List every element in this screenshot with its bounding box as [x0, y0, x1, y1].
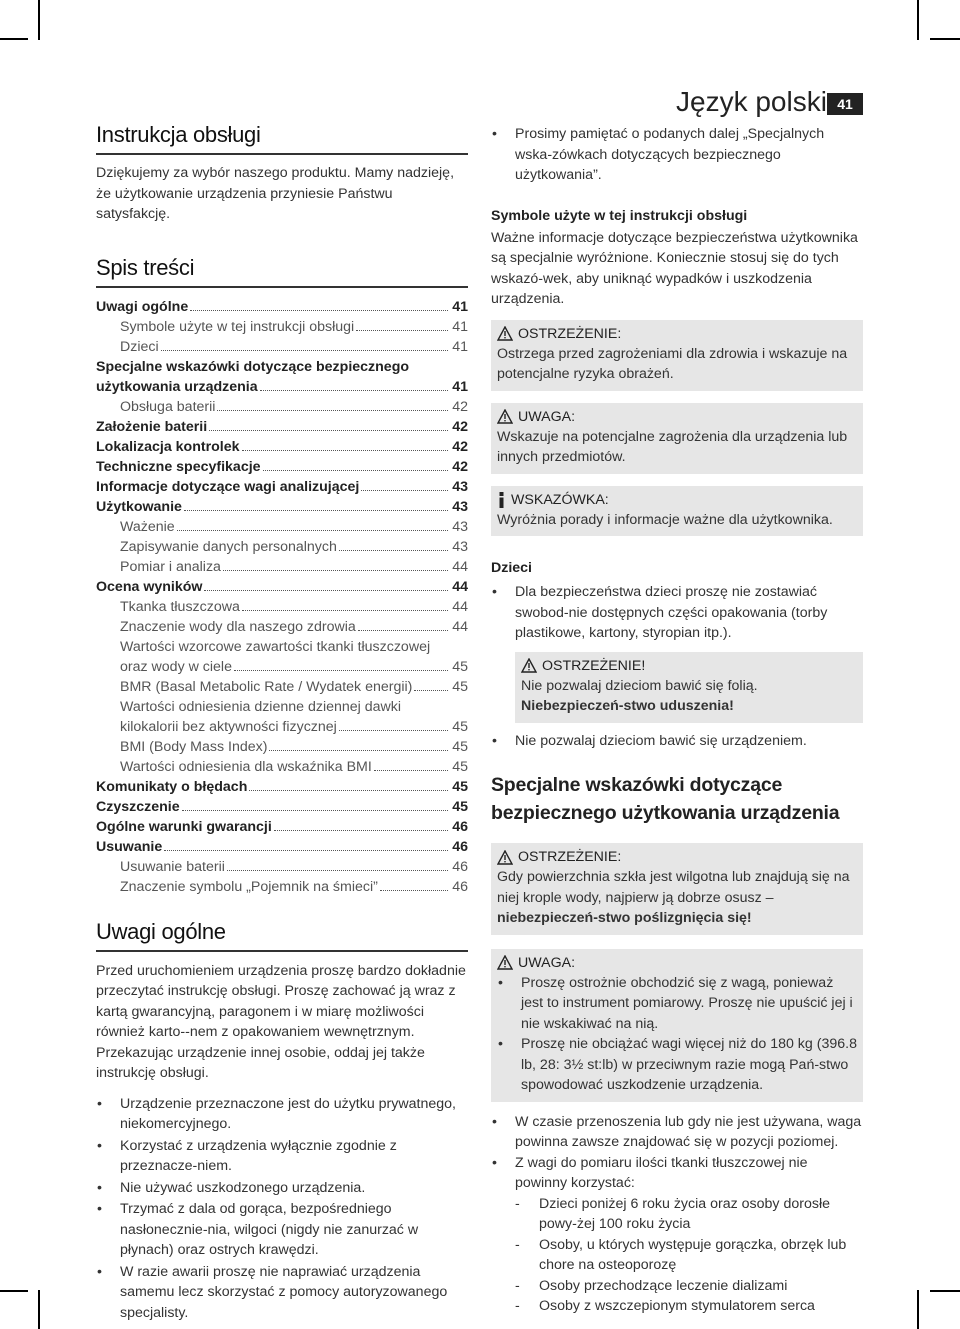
scale-caution-bullets: [497, 973, 857, 1096]
toc-leader-dots: [339, 729, 448, 731]
toc-leader-dots: [161, 349, 448, 351]
toc-leader-dots: [356, 329, 448, 331]
box-title-text: UWAGA:: [518, 408, 576, 425]
toc-heading: Spis treści: [96, 255, 468, 288]
toc-entry: [96, 697, 468, 717]
toc-leader-dots: [177, 529, 448, 531]
toc-entry-title: Usuwanie baterii: [120, 858, 225, 875]
toc-page-number: 42: [452, 458, 468, 475]
page-language-title: Język polski: [676, 86, 827, 117]
toc-page-number: 43: [452, 518, 468, 535]
crop-mark: [0, 38, 28, 40]
list-item: - Osoby przechodzące leczenie dializami: [515, 1276, 863, 1297]
symbols-heading: Symbole użyte w tej instrukcji obsługi: [491, 207, 748, 224]
toc-leader-dots: [249, 789, 448, 791]
list-item: - Dzieci poniżej 6 roku życia oraz osoby dorosłe powy-żej 100 roku życia: [515, 1194, 863, 1235]
toc-page-number: 46: [452, 858, 468, 875]
toc-entry: [96, 397, 468, 417]
toc-entry: [96, 577, 468, 597]
toc-page-number: 42: [452, 438, 468, 455]
toc-leader-dots: [242, 449, 448, 451]
toc-entry-title: Symbole użyte w tej instrukcji obsługi: [120, 318, 355, 335]
toc-entry-title: BMR (Basal Metabolic Rate / Wydatek energii): [120, 678, 413, 695]
warning-box-title: [497, 324, 857, 344]
toc-entry: [96, 677, 468, 697]
scale-caution-box: [491, 949, 863, 1102]
toc-entry-title: kilokalorii bez aktywności fizycznej: [120, 718, 337, 735]
box-text-bold: Niebezpieczeń-stwo uduszenia!: [521, 698, 734, 714]
toc-page-number: 45: [452, 778, 468, 795]
toc-entry: [96, 877, 468, 897]
toc-leader-dots: [223, 569, 448, 571]
toc-entry: [96, 657, 468, 677]
special-safety-heading: Specjalne wskazówki dotyczące bezpiecznego użytkowania urządzenia: [491, 774, 840, 824]
list-item: • Proszę ostrożnie obchodzić się z wagą, ponieważ jest to instrument pomiarowy. Proszę nie upuścić jej i nie wskakiwać na nią.: [497, 973, 857, 1035]
uwagi-body: Przed uruchomieniem urządzenia proszę bardzo dokładnie przeczytać instrukcję obsługi. Proszę zachować ją wraz z kartą gwarancyjną, paragonem i w miarę możliwości również karto--nem z opakowaniem wewnętrznym. Przekazując urządzenie innej osobie, oddaj jej także instrukcję obsługi.: [96, 962, 466, 1081]
toc-entry: [96, 617, 468, 637]
toc-page-number: 46: [452, 838, 468, 855]
toc-entry-title: Pomiar i analiza: [120, 558, 221, 575]
toc-entry-title: Obsługa baterii: [120, 398, 216, 415]
warning-triangle-icon: [497, 955, 513, 970]
toc-entry: [96, 737, 468, 757]
toc-page-number: 45: [452, 758, 468, 775]
toc-page-number: 42: [452, 418, 468, 435]
toc-leader-dots: [380, 889, 448, 891]
toc-entry: [96, 357, 468, 377]
list-item: • Proszę nie obciążać wagi więcej niż do 180 kg (396.8 lb, 28: 3½ st:lb) w przeciwnym razie mogą Pań-stwo spowodować uszkodzenie urządzenia.: [497, 1034, 857, 1096]
box-title-text: OSTRZEŻENIE!: [542, 657, 646, 674]
toc-leader-dots: [414, 689, 448, 691]
crop-mark: [917, 1290, 919, 1329]
toc-entry-title: Czyszczenie: [96, 798, 180, 815]
toc-leader-dots: [361, 489, 448, 491]
list-item: - Osoby z wszczepionym stymulatorem serca: [515, 1296, 863, 1317]
toc-entry-title: Ogólne warunki gwarancji: [96, 818, 272, 835]
children-warning-box: [515, 652, 863, 723]
warning-triangle-icon: [497, 850, 513, 865]
list-item: • Trzymać z dala od gorąca, bezpośredniego nasłonecznie-nia, wilgoci (nigdy nie zanurzać w płynach) oraz ostrych krawędzi.: [96, 1199, 468, 1261]
toc-entry: [96, 517, 468, 537]
toc-entry: [96, 837, 468, 857]
scale-caution-title: [497, 953, 857, 973]
toc-page-number: 45: [452, 658, 468, 675]
list-item: • W czasie przenoszenia lub gdy nie jest używana, waga powinna zawsze znajdować się w pozycji poziomej.: [491, 1112, 863, 1153]
toc-page-number: 44: [452, 618, 468, 635]
toc-page-number: 43: [452, 538, 468, 555]
toc-entry: [96, 417, 468, 437]
toc-leader-dots: [204, 589, 448, 591]
toc-page-number: 41: [452, 378, 468, 395]
toc-page-number: 45: [452, 738, 468, 755]
dzieci-bullets-2: [491, 731, 863, 752]
crop-mark: [38, 1290, 40, 1329]
list-item: • Nie używać uszkodzonego urządzenia.: [96, 1178, 468, 1199]
table-of-contents: [96, 297, 468, 897]
toc-leader-dots: [263, 469, 448, 471]
toc-page-number: 41: [452, 338, 468, 355]
toc-leader-dots: [182, 809, 448, 811]
instrukcja-heading: Instrukcja obsługi: [96, 122, 468, 155]
toc-leader-dots: [190, 309, 448, 311]
slip-warning-box: [491, 843, 863, 935]
list-item: • W razie awarii proszę nie naprawiać urządzenia samemu lecz skorzystać z pomocy autoryzowanego specjalisty.: [96, 1262, 468, 1324]
box-text-normal: Nie pozwalaj dzieciom bawić się folią.: [521, 677, 758, 694]
toc-entry-title: użytkowania urządzenia: [96, 378, 258, 395]
toc-entry-title: Usuwanie: [96, 838, 163, 855]
final-bullets: [491, 1112, 863, 1194]
toc-entry-title: Informacje dotyczące wagi analizującej: [96, 478, 360, 495]
toc-leader-dots: [260, 389, 448, 391]
toc-entry: [96, 377, 468, 397]
list-item: • Korzystać z urządzenia wyłącznie zgodnie z przeznacze-niem.: [96, 1136, 468, 1177]
toc-page-number: 45: [452, 678, 468, 695]
toc-leader-dots: [339, 549, 448, 551]
toc-entry-title: Ocena wyników: [96, 578, 203, 595]
toc-entry-title: oraz wody w ciele: [120, 658, 232, 675]
toc-leader-dots: [269, 749, 448, 751]
box-text-normal: Gdy powierzchnia szkła jest wilgotna lub znajdują się na niej krople wody, najpierw ją dobrze osusz –: [497, 869, 850, 906]
box-text: Wskazuje na potencjalne zagrożenia dla urządzenia lub innych przedmiotów.: [497, 428, 848, 465]
toc-page-number: 41: [452, 318, 468, 335]
symbols-body: Ważne informacje dotyczące bezpieczeństwa użytkownika są specjalnie wyróżnione. Koniecznie stosuj się do tych wskazó-wek, aby uniknąć wypadków i uszkodzenia urządzenia.: [491, 229, 858, 307]
toc-leader-dots: [242, 609, 448, 611]
toc-entry-title: Założenie baterii: [96, 418, 208, 435]
list-item: • Nie pozwalaj dzieciom bawić się urządzeniem.: [491, 731, 863, 752]
box-text: Ostrzega przed zagrożeniami dla zdrowia i wskazuje na potencjalne ryzyka obrażeń.: [497, 345, 848, 382]
toc-page-number: 46: [452, 878, 468, 895]
toc-entry-title: Użytkowanie: [96, 498, 182, 515]
list-item: • Urządzenie przeznaczone jest do użytku prywatnego, niekomercyjnego.: [96, 1094, 468, 1135]
box-text: Wyróżnia porady i informacje ważne dla użytkownika.: [497, 511, 833, 528]
crop-mark: [917, 0, 919, 40]
toc-page-number: 43: [452, 478, 468, 495]
children-warning-title: [521, 656, 857, 676]
box-title-text: WSKAZÓWKA:: [511, 491, 609, 508]
box-title-text: OSTRZEŻENIE:: [518, 325, 622, 342]
toc-entry-title: Uwagi ogólne: [96, 298, 189, 315]
toc-page-number: 45: [452, 718, 468, 735]
toc-page-number: 46: [452, 818, 468, 835]
warning-box: [491, 320, 863, 391]
dzieci-heading: Dzieci: [491, 560, 533, 576]
exclusion-list: [491, 1194, 863, 1317]
box-text: [497, 867, 857, 929]
toc-leader-dots: [184, 509, 448, 511]
hint-box: [491, 486, 863, 537]
info-hint-icon: [497, 492, 506, 508]
toc-page-number: 44: [452, 558, 468, 575]
toc-page-number: 45: [452, 798, 468, 815]
toc-entry: [96, 757, 468, 777]
toc-entry-title: Ważenie: [120, 518, 175, 535]
toc-page-number: 41: [452, 298, 468, 315]
box-text: [521, 676, 857, 717]
toc-leader-dots: [209, 429, 448, 431]
toc-entry-title: Tkanka tłuszczowa: [120, 598, 240, 615]
toc-page-number: 42: [452, 398, 468, 415]
toc-entry-title: Wartości odniesienia dla wskaźnika BMI: [120, 758, 372, 775]
toc-page-number: 44: [452, 578, 468, 595]
dzieci-bullets: [491, 582, 863, 644]
toc-leader-dots: [164, 849, 448, 851]
toc-entry: [96, 457, 468, 477]
box-title-text: UWAGA:: [518, 954, 576, 971]
toc-leader-dots: [227, 869, 448, 871]
toc-entry: [96, 717, 468, 737]
toc-entry: [96, 437, 468, 457]
toc-page-number: 43: [452, 498, 468, 515]
hint-box-title: [497, 490, 857, 510]
toc-leader-dots: [358, 629, 448, 631]
toc-leader-dots: [274, 829, 448, 831]
uwagi-heading: Uwagi ogólne: [96, 919, 468, 952]
toc-entry: [96, 297, 468, 317]
toc-entry-title: Specjalne wskazówki dotyczące bezpiecznego: [96, 358, 410, 375]
toc-entry: [96, 557, 468, 577]
left-column: [96, 122, 468, 1323]
crop-mark: [0, 1290, 28, 1292]
caution-box-title: [497, 407, 857, 427]
toc-entry-title: Komunikaty o błędach: [96, 778, 248, 795]
toc-entry: [96, 637, 468, 657]
toc-entry-title: Wartości odniesienia dzienne dziennej dawki: [120, 698, 402, 715]
toc-entry-title: Zapisywanie danych personalnych: [120, 538, 337, 555]
list-item: • Z wagi do pomiaru ilości tkanki tłuszczowej nie powinny korzystać:: [491, 1153, 863, 1194]
toc-entry: [96, 497, 468, 517]
box-title-text: OSTRZEŻENIE:: [518, 849, 622, 865]
toc-entry: [96, 597, 468, 617]
caution-box: [491, 403, 863, 474]
toc-entry-title: Wartości wzorcowe zawartości tkanki tłuszczowej: [120, 638, 431, 655]
toc-entry-title: Znaczenie symbolu „Pojemnik na śmieci”: [120, 878, 378, 895]
list-item: • Dla bezpieczeństwa dzieci proszę nie zostawiać swobod-nie dostępnych części opakowania (torby plastikowe, kartony, styropian itp.).: [491, 582, 863, 644]
crop-mark: [930, 1290, 960, 1292]
list-item: - Osoby, u których występuje gorączka, obrzęk lub chore na osteoporozę: [515, 1235, 863, 1276]
intro-bullets: [491, 124, 863, 186]
toc-leader-dots: [374, 769, 448, 771]
toc-entry: [96, 857, 468, 877]
toc-leader-dots: [234, 669, 448, 671]
slip-warning-title: [497, 847, 857, 867]
page-number-badge: 41: [827, 93, 863, 115]
list-item: • Prosimy pamiętać o podanych dalej „Specjalnych wska-zówkach dotyczących bezpiecznego użytkowania”.: [491, 124, 863, 186]
toc-entry: [96, 317, 468, 337]
crop-mark: [38, 0, 40, 40]
toc-entry-title: Dzieci: [120, 338, 159, 355]
crop-mark: [930, 38, 960, 40]
warning-triangle-icon: [497, 409, 513, 424]
toc-entry: [96, 797, 468, 817]
intro-text: Dziękujemy za wybór naszego produktu. Mamy nadzieję, że użytkowanie urządzenia przyniesie Państwu satysfakcję.: [96, 165, 455, 222]
toc-entry-title: Lokalizacja kontrolek: [96, 438, 240, 455]
toc-entry: [96, 337, 468, 357]
warning-triangle-icon: [521, 658, 537, 673]
toc-entry-title: Znaczenie wody dla naszego zdrowia: [120, 618, 356, 635]
toc-entry-title: Techniczne specyfikacje: [96, 458, 261, 475]
warning-triangle-icon: [497, 326, 513, 341]
right-column: [491, 124, 863, 1317]
box-text-bold: niebezpieczeń-stwo poślizgnięcia się!: [497, 910, 752, 926]
toc-page-number: 44: [452, 598, 468, 615]
toc-entry: [96, 817, 468, 837]
toc-entry-title: BMI (Body Mass Index): [120, 738, 268, 755]
toc-entry: [96, 537, 468, 557]
uwagi-bullets: [96, 1094, 468, 1324]
toc-leader-dots: [217, 409, 448, 411]
toc-entry: [96, 777, 468, 797]
toc-entry: [96, 477, 468, 497]
